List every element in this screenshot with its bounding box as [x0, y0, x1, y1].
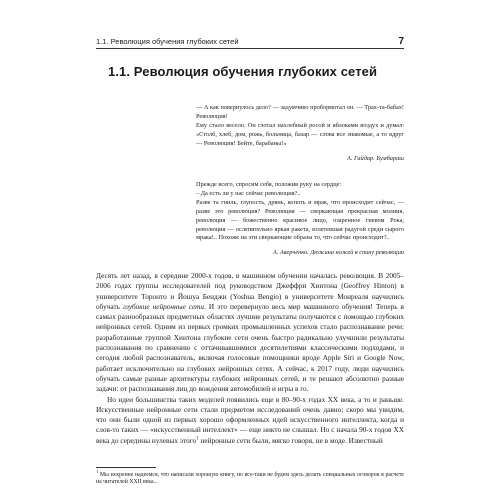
running-head-section: 1.1. Революция обучения глубоких сетей — [96, 37, 239, 46]
footnote-marker: 1 — [96, 469, 99, 475]
epigraph-attribution: А. Гайдар. Бумбараш — [346, 154, 404, 162]
epigraph-attribution: А. Аверченко. Дюжина ножей в спину революции — [272, 249, 404, 257]
body-paragraph — [96, 271, 404, 395]
page-number: 7 — [398, 36, 404, 47]
epigraph-paragraph: – Да есть ли у нас сейчас революция?.. — [196, 189, 301, 197]
footnote-rule — [96, 467, 156, 468]
epigraph-paragraph: — А как повернулось дело? — задумчиво пробормотал он. — Трах-та-бабах! Революция! — [196, 104, 404, 120]
body-text-run: нейронные сети были, мягко говоря, не в моде. Известный — [198, 435, 383, 445]
epigraph-averchenko — [196, 181, 404, 258]
body-text-run: . И это перевернуло весь мир машинного обучения! Теперь в самых разнообразных предметных областях лучшие результаты получаются с помощью глубоких нейронных сетей. Одним из первых громких промышленных успехов стало распознавание речи: разработанные группой Хинтона глубокие сети очень быстро радикально улучшили результаты распознавания по сравнению с оттачивавшимися десятилетиями классическими подходами, и сегодня любой распознаватель, включая голосовые помощники вроде Apple Siri и Google Now, работает исключительно на глубоких нейронных сетях. А сейчас, к 2017 году, люди научились обучать самые разные архитектуры глубоких нейронных сетей, и те решают абсолютно разные задачи: от распознавания лиц до вождения автомобилей и игры в го. — [96, 301, 404, 394]
running-head — [96, 36, 404, 47]
epigraph-paragraph: Разве та гниль, глупость, дрянь, копоть и мрак, что происходит сейчас, — разве это революция? Революция — сверкающая прекрасная молния, революция — божественно красивое лицо, озаренное гневом Рока, революция — ослепительно яркая ракета, взлетевшая радугой среди сырого мрака!.. Похоже на эти сверкающие образы то, что сейчас происходит?.. — [196, 198, 404, 242]
body-text-run: Но идеи большинства таких моделей появились еще в 80–90-х годах XX века, а то и раньше. Искусственные нейронные сети стали предметом исследований очень давно; скоро мы увидим, что они были одной из первых хорошо оформленных идей искусственного интеллекта, когда и слов-то таких — «искусственный интеллект» — еще никто не слышал. Но с начала 90-х годов XX века до середины нулевых этого — [96, 394, 404, 445]
emphasis: глубокие нейронные сети — [122, 301, 205, 311]
epigraph-gaidar — [196, 104, 404, 163]
header-rule — [96, 48, 404, 49]
body-text — [96, 271, 404, 446]
footnote-reference[interactable]: 1 — [196, 436, 199, 442]
footnote-text: Мы искренне надеемся, что написали хорошую книгу, но все-таки не будем здесь делать специальных оговорок в расчете на читателей XXII века... — [96, 472, 404, 486]
chapter-title: 1.1. Революция обучения глубоких сетей — [108, 64, 378, 79]
body-text-run: Десять лет назад, в середине 2000-х годов, в машинном обучении началась революция. В 2005–2006 годах группы исследователей под руководством Джеффри Хинтона (Geoffrey Hinton) в университете Торонто и Йошуа Бенджи (Yoshua Bengio) в университете Монреаля научились обучать — [96, 271, 404, 311]
body-paragraph — [96, 395, 404, 446]
epigraph-paragraph: Ему стало весело. Он глотал нахлебный росой и яблоками воздух и думал: «Столб, хлеб, дом, рожь, больница, базар — слова все знакомые, а то вдруг — Революция! Бейте, барабаны!» — [196, 121, 404, 147]
footnote — [96, 469, 404, 487]
epigraph-paragraph: Прежде всего, спросим себя, положив руку на сердце: — [196, 181, 342, 188]
